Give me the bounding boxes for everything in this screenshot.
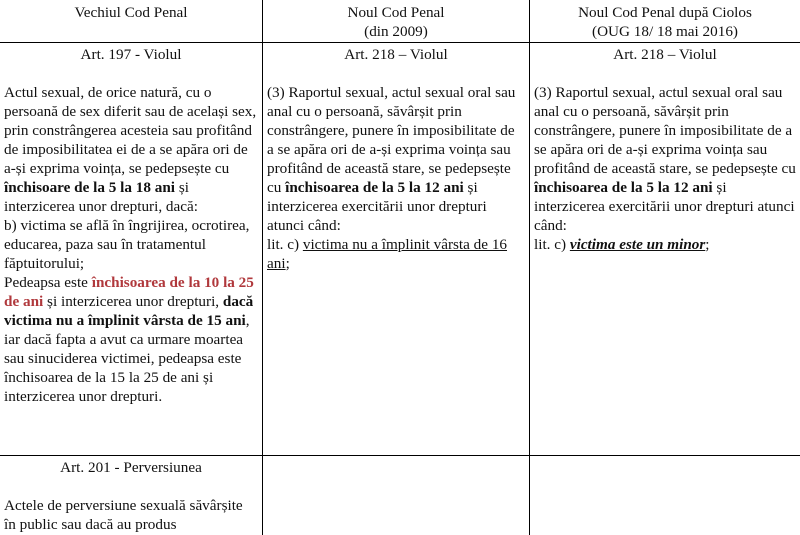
cell-art201 <box>4 458 258 535</box>
header-col-ciolos-code <box>530 3 800 41</box>
article-clause-b: b) victima se află în îngrijirea, ocrotirea, educarea, paza sau în tratamentul făptuitorului; <box>4 217 250 272</box>
header-col-old-code <box>0 3 262 41</box>
article-title: Art. 218 – Violul <box>344 46 448 63</box>
article-text: Actele de perversiune sexuală săvârșite în public sau dacă au produs <box>4 497 243 533</box>
article-title: Art. 201 - Perversiunea <box>60 459 202 476</box>
header-col-new-code <box>263 3 529 41</box>
header-col-new-code-label: Noul Cod Penal <box>347 4 445 21</box>
article-text: (3) Raportul sexual, actul sexual oral sau anal cu o persoană, săvârșit prin constrângere, punere în imposibilitate de a se apăra ori de a-și exprima voința sau profitând de această stare, se pedepsește cu închisoarea de la 5 la 12 ani și interzicerea exercitării unor drepturi atunci când: <box>267 84 516 234</box>
article-title: Art. 197 - Violul <box>80 46 182 63</box>
cell-art197 <box>4 45 258 453</box>
header-col-ciolos-code-label: Noul Cod Penal după Ciolos <box>578 4 752 21</box>
article-penalty: Pedeapsa este închisoarea de la 10 la 25 de ani și interzicerea unor drepturi, dacă victima nu a împlinit vârsta de 15 ani, <box>4 274 254 329</box>
cell-empty-col3 <box>530 456 800 535</box>
header-col-ciolos-code-sublabel: (OUG 18/ 18 mai 2016) <box>592 23 738 40</box>
article-text: Actul sexual, de orice natură, cu o persoană de sex diferit sau de același sex, prin constrângerea acesteia sau profitând de imposibilitatea ei de a se apăra ori de a-și exprima voința, se pedepsește cu închisoare de la 5 la 18 ani și interzicerea unor drepturi, dacă: <box>4 84 257 215</box>
cell-empty-col2 <box>263 456 529 535</box>
article-lit-c: lit. c) victima nu a împlinit vârsta de 16 ani; <box>267 236 508 272</box>
article-title: Art. 218 – Violul <box>613 46 717 63</box>
cell-art218-2009 <box>267 45 525 453</box>
header-col-new-code-sublabel: (din 2009) <box>364 23 428 40</box>
article-text: (3) Raportul sexual, actul sexual oral sau anal cu o persoană, săvârșit prin constrângere, punere în imposibilitate de a se apăra ori de a-și exprima voința sau profitând de această stare, se pedepsește cu închisoarea de la 5 la 12 ani și interzicerea exercitării unor drepturi atunci când: <box>534 84 796 234</box>
header-col-old-code-label: Vechiul Cod Penal <box>74 4 188 21</box>
cell-art218-ciolos <box>534 45 796 453</box>
header-divider <box>0 42 800 43</box>
article-aggravating: iar dacă fapta a avut ca urmare moartea sau sinuciderea victimei, pedeapsa este închisoarea de la 15 la 25 de ani și interzicerea unor drepturi. <box>4 331 244 405</box>
article-lit-c: lit. c) victima este un minor; <box>534 236 710 253</box>
